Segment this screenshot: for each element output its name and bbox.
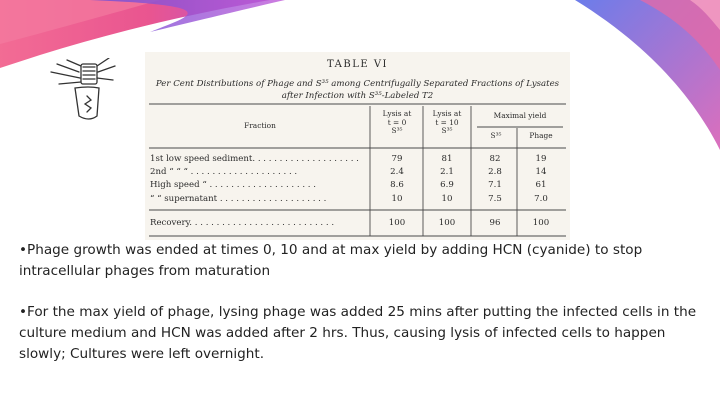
bullet-item-1: •Phage growth was ended at times 0, 10 and at max yield by adding HCN (cyanide) to stop intracellular phages from maturation (19, 242, 643, 279)
row-2-max-s35: 2.8 (488, 167, 502, 177)
row-3-lysis0: 8.6 (390, 180, 404, 190)
row-2-lysis10: 2.1 (440, 167, 454, 177)
row-4-max-phage: 7.0 (534, 194, 548, 204)
row-fraction-recovery: Recovery. . . . . . . . . . . . . . . . . . . . . . . . . . . (150, 218, 335, 228)
row-fraction-2: 2nd “ “ “ . . . . . . . . . . . . . . . . . . . . (150, 167, 298, 177)
row-1-max-phage: 19 (535, 154, 547, 164)
row-2-max-phage: 14 (535, 167, 547, 177)
header-lysis-10: Lysis at t = 10 S³⁵ (432, 109, 462, 136)
row-1-max-s35: 82 (489, 154, 501, 164)
table-caption-line-2: after Infection with S³⁵-Labeled T2 (281, 91, 434, 101)
row-4-max-s35: 7.5 (488, 194, 502, 204)
table-title: TABLE VI (327, 59, 388, 70)
row-3-max-s35: 7.1 (488, 180, 502, 190)
row-1-lysis10: 81 (441, 154, 453, 164)
row-2-lysis0: 2.4 (390, 167, 404, 177)
row-4-lysis0: 10 (391, 194, 403, 204)
recovery-max-phage: 100 (532, 218, 550, 228)
recovery-max-s35: 96 (489, 218, 501, 228)
bullet-list (19, 240, 714, 385)
table-figure (145, 52, 570, 240)
row-3-lysis10: 6.9 (440, 180, 454, 190)
header-maximal-yield: Maximal yield (493, 111, 547, 120)
header-lysis-0: Lysis at t = 0 S³⁵ (382, 109, 412, 136)
row-fraction-4: “ “ supernatant . . . . . . . . . . . . . . . . . . . . (150, 194, 327, 204)
recovery-lysis10: 100 (438, 218, 456, 228)
row-4-lysis10: 10 (441, 194, 453, 204)
row-3-max-phage: 61 (535, 180, 547, 190)
recovery-lysis0: 100 (388, 218, 406, 228)
header-max-s35: S³⁵ (490, 131, 502, 140)
row-fraction-1: 1st low speed sediment. . . . . . . . . . . . . . . . . . . . (150, 154, 359, 164)
phage-sketch-icon (45, 58, 117, 126)
row-fraction-3: High speed “ . . . . . . . . . . . . . . . . . . . . (150, 180, 316, 190)
header-max-phage: Phage (529, 131, 553, 140)
table-rules (145, 52, 570, 240)
table-caption-line-1: Per Cent Distributions of Phage and S³⁵ among Centrifugally Separated Fractions of Lysates (155, 79, 560, 89)
bullet-item-2: •For the max yield of phage, lysing phage was added 25 mins after putting the infected cells in the culture medium and HCN was added after 2 hrs. Thus, causing lysis of infected cells to happen slowly; Cultures were left overnight. (19, 304, 697, 362)
header-fraction: Fraction (244, 121, 276, 130)
row-1-lysis0: 79 (391, 154, 403, 164)
